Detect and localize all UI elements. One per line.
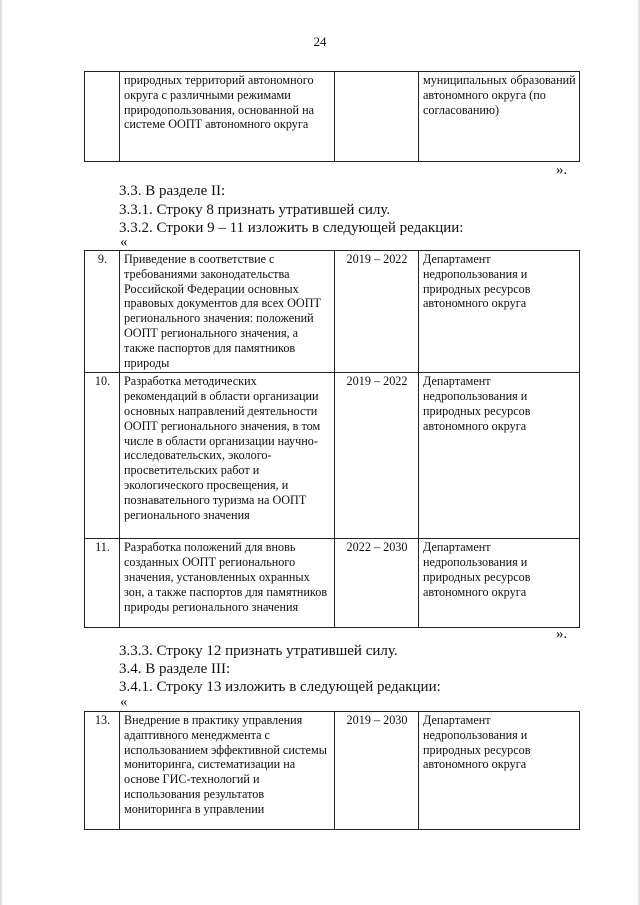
years-cell [335, 72, 419, 162]
measure-cell: Разработка методических рекомендаций в области организации основных направлений деятельности ООПТ регионального значения, в том числе в области организации научно-исследовательских, эколого-просветительских работ и экологического просвещения, и познавательного туризма на ООПТ регионального значения [120, 373, 335, 539]
section-heading: 3.4. В разделе III: [119, 661, 231, 677]
opening-quote: « [120, 234, 128, 250]
opening-quote: « [120, 694, 128, 710]
row-number-cell: 11. [85, 539, 120, 628]
paragraph: 3.3.2. Строки 9 – 11 изложить в следующей редакции: [119, 220, 464, 236]
table-row [85, 72, 580, 162]
table-row [85, 373, 580, 539]
scan-edge-left [0, 0, 3, 905]
row-number-cell [85, 72, 120, 162]
years-cell: 2019 – 2022 [335, 373, 419, 539]
measure-cell: природных территорий автономного округа с различными режимами природопользования, основанной на системе ООПТ автономного округа [120, 72, 335, 162]
table-top [84, 71, 580, 162]
years-cell: 2022 – 2030 [335, 539, 419, 628]
measure-cell: Приведение в соответствие с требованиями законодательства Российской Федерации основных правовых документов для всех ООПТ регионального значения: положений ООПТ регионального значения, а также паспортов для памятников природы [120, 251, 335, 373]
row-number-cell: 13. [85, 712, 120, 830]
executor-cell: Департамент недропользования и природных ресурсов автономного округа [419, 373, 580, 539]
section-heading: 3.3. В разделе II: [119, 183, 226, 199]
table-row [85, 251, 580, 373]
years-cell: 2019 – 2030 [335, 712, 419, 830]
closing-quote: ». [556, 162, 568, 178]
paragraph: 3.3.3. Строку 12 признать утратившей силу. [119, 643, 398, 659]
row-number-cell: 10. [85, 373, 120, 539]
paragraph: 3.4.1. Строку 13 изложить в следующей редакции: [119, 679, 441, 695]
years-cell: 2019 – 2022 [335, 251, 419, 373]
executor-cell: муниципальных образований автономного округа (по согласованию) [419, 72, 580, 162]
closing-quote: ». [556, 626, 568, 642]
table-row [85, 539, 580, 628]
table-mid [84, 250, 580, 628]
executor-cell: Департамент недропользования и природных ресурсов автономного округа [419, 712, 580, 830]
table-row [85, 712, 580, 830]
measure-cell: Разработка положений для вновь созданных ООПТ регионального значения, установленных охранных зон, а также паспортов для памятников природы регионального значения [120, 539, 335, 628]
measure-cell: Внедрение в практику управления адаптивного менеджмента с использованием эффективной системы мониторинга, систематизации на основе ГИС-технологий и использования результатов мониторинга в управлении [120, 712, 335, 830]
page-number: 24 [313, 34, 327, 49]
executor-cell: Департамент недропользования и природных ресурсов автономного округа [419, 539, 580, 628]
table-bottom [84, 711, 580, 830]
executor-cell: Департамент недропользования и природных ресурсов автономного округа [419, 251, 580, 373]
paragraph: 3.3.1. Строку 8 признать утратившей силу. [119, 202, 391, 218]
row-number-cell: 9. [85, 251, 120, 373]
